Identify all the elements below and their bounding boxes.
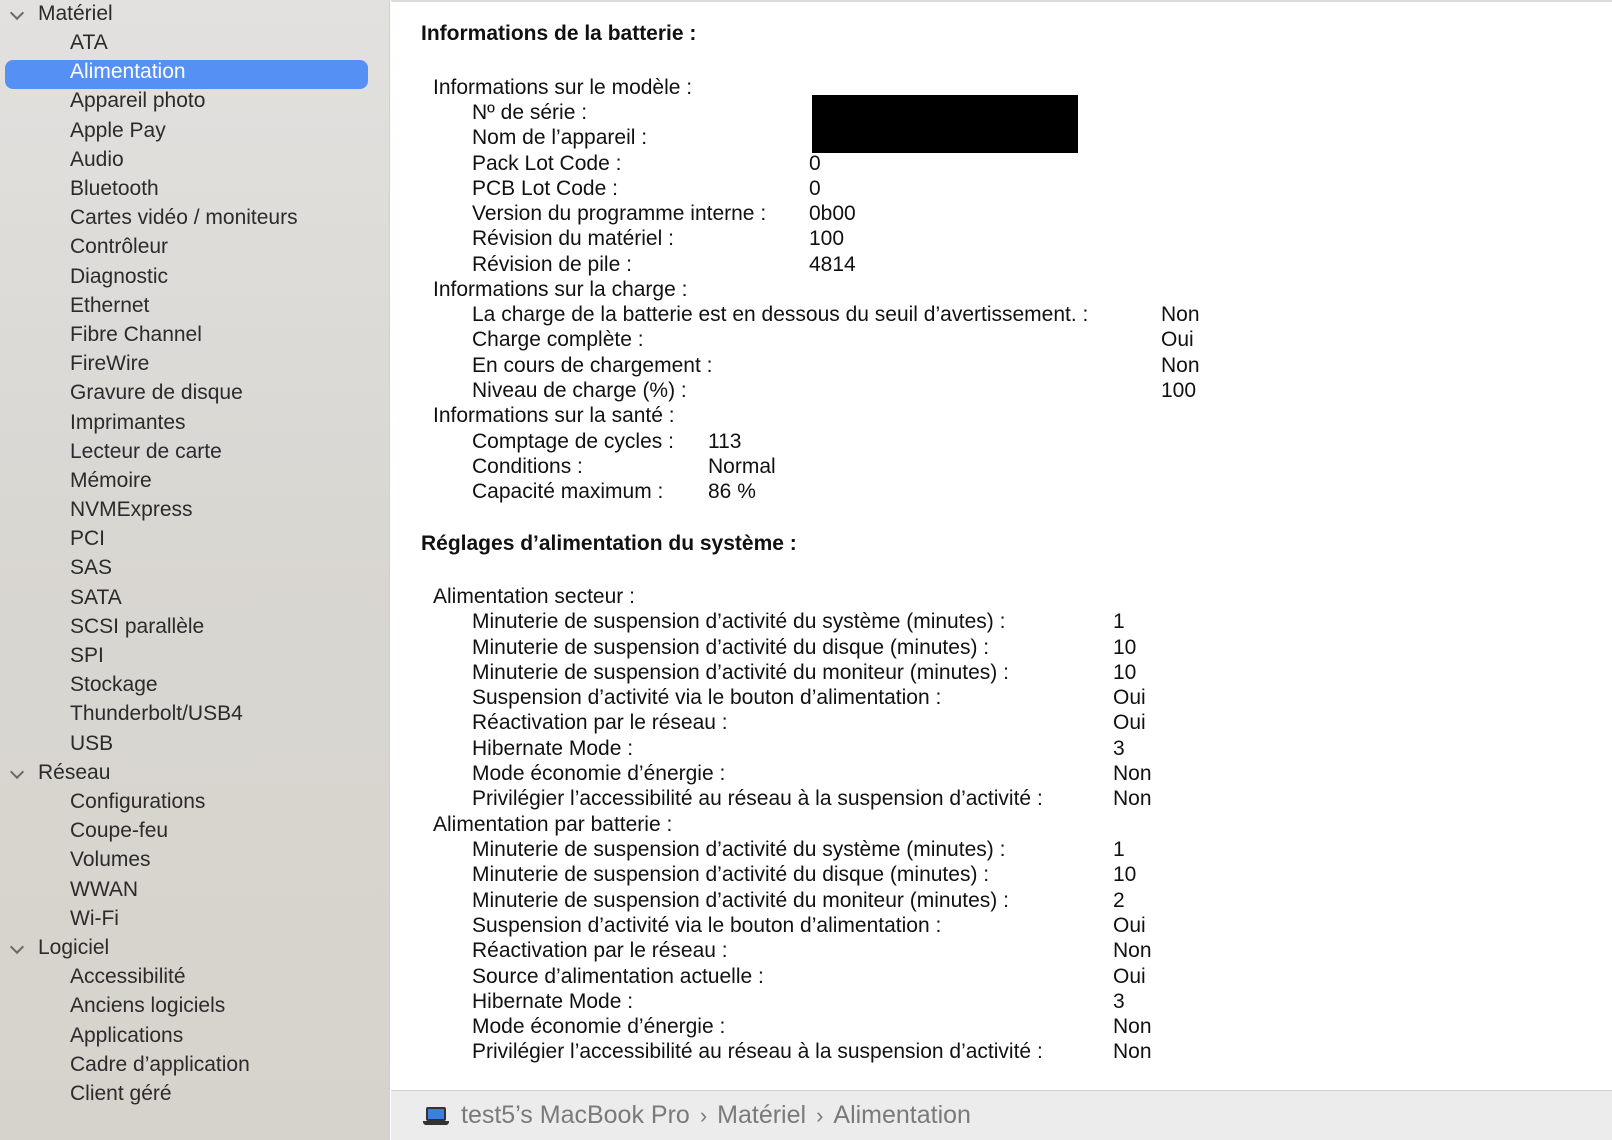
charging-value: Non [1161, 354, 1200, 377]
condition-value: Normal [708, 455, 776, 478]
sidebar-item-stockage[interactable]: Stockage [70, 673, 158, 696]
below-warning-value: Non [1161, 303, 1200, 326]
crumb-computer[interactable]: test5’s MacBook Pro [461, 1101, 690, 1129]
sidebar-item-wifi[interactable]: Wi-Fi [70, 907, 119, 930]
fully-charged-label: Charge complète : [472, 328, 644, 351]
sidebar-item-ethernet[interactable]: Ethernet [70, 294, 150, 317]
ac-row-value: 10 [1113, 661, 1137, 684]
sidebar-item-usb[interactable]: USB [70, 732, 114, 755]
sidebar-item-pci[interactable]: PCI [70, 527, 106, 550]
sidebar-item-accessibilite[interactable]: Accessibilité [70, 965, 186, 988]
serial-label: Nº de série : [472, 101, 588, 124]
batt-row-value: 2 [1113, 889, 1125, 912]
cell-revision-label: Révision de pile : [472, 253, 632, 276]
sidebar-item-imprimantes[interactable]: Imprimantes [70, 411, 186, 434]
condition-label: Conditions : [472, 455, 583, 478]
max-capacity-label: Capacité maximum : [472, 480, 664, 503]
chevron-down-icon[interactable] [10, 6, 24, 20]
sidebar-item-alimentation[interactable]: Alimentation [70, 60, 186, 83]
batt-row-value: Non [1113, 1015, 1152, 1038]
batt-row-label: Source d’alimentation actuelle : [472, 965, 764, 988]
ac-row-value: Oui [1113, 711, 1146, 734]
sidebar-item-client-gere[interactable]: Client géré [70, 1082, 172, 1105]
sidebar-item-applications[interactable]: Applications [70, 1024, 184, 1047]
sidebar-item-lecteur-carte[interactable]: Lecteur de carte [70, 440, 222, 463]
batt-row-label: Suspension d’activité via le bouton d’alimentation : [472, 914, 942, 937]
group-label: Matériel [38, 2, 113, 25]
chevron-down-icon[interactable] [10, 940, 24, 954]
ac-row-label: Mode économie d’énergie : [472, 762, 726, 785]
ac-row-value: 3 [1113, 737, 1125, 760]
firmware-label: Version du programme interne : [472, 202, 767, 225]
max-capacity-value: 86 % [708, 480, 756, 503]
batt-row-value: Non [1113, 939, 1152, 962]
sidebar-item-apple-pay[interactable]: Apple Pay [70, 119, 166, 142]
sidebar-item-firewire[interactable]: FireWire [70, 352, 150, 375]
battery-power-label: Alimentation par batterie : [433, 813, 673, 836]
sidebar-item-volumes[interactable]: Volumes [70, 848, 151, 871]
device-name-label: Nom de l’appareil : [472, 126, 648, 149]
path-bar [391, 1090, 1612, 1140]
sidebar-item-fibre-channel[interactable]: Fibre Channel [70, 323, 202, 346]
sidebar-item-appareil-photo[interactable]: Appareil photo [70, 89, 206, 112]
group-label: Réseau [38, 761, 111, 784]
sidebar-group-materiel[interactable] [0, 0, 390, 28]
ac-row-value: Non [1113, 787, 1152, 810]
power-section-title: Réglages d’alimentation du système : [421, 532, 797, 555]
health-info-label: Informations sur la santé : [433, 404, 675, 427]
cycle-count-label: Comptage de cycles : [472, 430, 674, 453]
redacted-block [812, 95, 1078, 153]
batt-row-value: Oui [1113, 965, 1146, 988]
battery-section-title: Informations de la batterie : [421, 22, 697, 45]
sidebar-item-cadre-application[interactable]: Cadre d’application [70, 1053, 250, 1076]
sidebar-item-diagnostic[interactable]: Diagnostic [70, 265, 169, 288]
ac-row-label: Privilégier l’accessibilité au réseau à la suspension d’activité : [472, 787, 1043, 810]
sidebar-item-gravure[interactable]: Gravure de disque [70, 381, 243, 404]
pcb-lot-value: 0 [809, 177, 821, 200]
laptop-icon [423, 1107, 449, 1125]
ac-row-value: Oui [1113, 686, 1146, 709]
cell-revision-value: 4814 [809, 253, 856, 276]
sidebar-item-coupe-feu[interactable]: Coupe-feu [70, 819, 169, 842]
sidebar [0, 0, 390, 1140]
charging-label: En cours de chargement : [472, 354, 713, 377]
batt-row-label: Mode économie d’énergie : [472, 1015, 726, 1038]
ac-row-label: Suspension d’activité via le bouton d’alimentation : [472, 686, 942, 709]
sidebar-item-spi[interactable]: SPI [70, 644, 104, 667]
sidebar-item-anciens-logiciels[interactable]: Anciens logiciels [70, 994, 226, 1017]
ac-row-label: Minuterie de suspension d’activité du moniteur (minutes) : [472, 661, 1009, 684]
sidebar-item-controleur[interactable]: Contrôleur [70, 235, 169, 258]
batt-row-value: Oui [1113, 914, 1146, 937]
pcb-lot-label: PCB Lot Code : [472, 177, 618, 200]
sidebar-item-scsi[interactable]: SCSI parallèle [70, 615, 205, 638]
crumb-separator: › [699, 1102, 708, 1128]
ac-row-label: Minuterie de suspension d’activité du système (minutes) : [472, 610, 1006, 633]
crumb-materiel[interactable]: Matériel [717, 1101, 807, 1129]
chevron-down-icon[interactable] [10, 765, 24, 779]
fully-charged-value: Oui [1161, 328, 1194, 351]
firmware-value: 0b00 [809, 202, 856, 225]
charge-level-label: Niveau de charge (%) : [472, 379, 687, 402]
pack-lot-value: 0 [809, 152, 821, 175]
sidebar-item-wwan[interactable]: WWAN [70, 878, 139, 901]
sidebar-item-memoire[interactable]: Mémoire [70, 469, 152, 492]
sidebar-group-reseau[interactable] [0, 759, 390, 787]
sidebar-item-configurations[interactable]: Configurations [70, 790, 206, 813]
batt-row-label: Hibernate Mode : [472, 990, 634, 1013]
batt-row-value: Non [1113, 1040, 1152, 1063]
cycle-count-value: 113 [708, 430, 742, 453]
batt-row-value: 1 [1113, 838, 1125, 861]
sidebar-item-audio[interactable]: Audio [70, 148, 124, 171]
batt-row-label: Minuterie de suspension d’activité du système (minutes) : [472, 838, 1006, 861]
hw-revision-value: 100 [809, 227, 845, 250]
pack-lot-label: Pack Lot Code : [472, 152, 622, 175]
ac-row-value: 10 [1113, 636, 1137, 659]
sidebar-item-nvmexpress[interactable]: NVMExpress [70, 498, 193, 521]
batt-row-label: Minuterie de suspension d’activité du disque (minutes) : [472, 863, 990, 886]
below-warning-label: La charge de la batterie est en dessous du seuil d’avertissement. : [472, 303, 1089, 326]
detail-pane[interactable] [391, 0, 1612, 1090]
batt-row-value: 10 [1113, 863, 1137, 886]
batt-row-label: Minuterie de suspension d’activité du moniteur (minutes) : [472, 889, 1009, 912]
ac-row-value: 1 [1113, 610, 1125, 633]
ac-row-label: Hibernate Mode : [472, 737, 634, 760]
sidebar-item-sata[interactable]: SATA [70, 586, 122, 609]
batt-row-value: 3 [1113, 990, 1125, 1013]
crumb-separator: › [816, 1102, 824, 1128]
batt-row-label: Réactivation par le réseau : [472, 939, 728, 962]
sidebar-item-cartes-video[interactable]: Cartes vidéo / moniteurs [70, 206, 298, 229]
ac-row-label: Réactivation par le réseau : [472, 711, 728, 734]
batt-row-label: Privilégier l’accessibilité au réseau à la suspension d’activité : [472, 1040, 1043, 1063]
ac-row-value: Non [1113, 762, 1152, 785]
model-info-label: Informations sur le modèle : [433, 76, 693, 99]
hw-revision-label: Révision du matériel : [472, 227, 674, 250]
sidebar-item-ata[interactable]: ATA [70, 31, 108, 54]
sidebar-item-bluetooth[interactable]: Bluetooth [70, 177, 159, 200]
ac-power-label: Alimentation secteur : [433, 585, 635, 608]
ac-row-label: Minuterie de suspension d’activité du disque (minutes) : [472, 636, 990, 659]
group-label: Logiciel [38, 936, 110, 959]
charge-level-value: 100 [1161, 379, 1197, 402]
crumb-alimentation[interactable]: Alimentation [833, 1101, 971, 1129]
sidebar-item-sas[interactable]: SAS [70, 556, 113, 579]
charge-info-label: Informations sur la charge : [433, 278, 688, 301]
sidebar-item-thunderbolt[interactable]: Thunderbolt/USB4 [70, 702, 243, 725]
sidebar-group-logiciel[interactable] [0, 934, 390, 962]
